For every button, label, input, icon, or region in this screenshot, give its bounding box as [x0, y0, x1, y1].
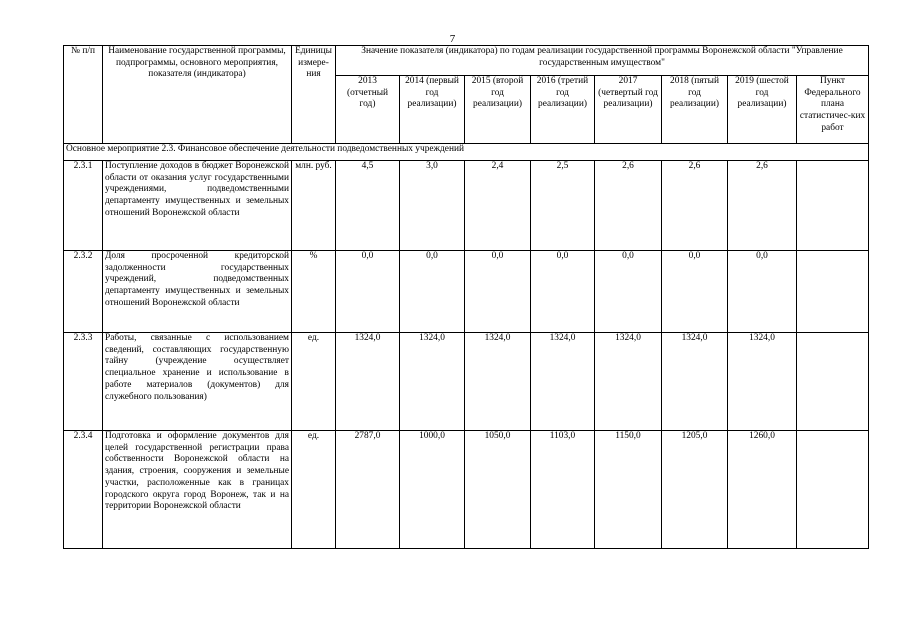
row-value-2013: 2787,0: [336, 431, 400, 549]
header-unit: Единицы измере-ния: [292, 46, 336, 144]
row-name: Доля просроченной кредиторской задолженности государственных учреждений, подведомственных департаменту имущественных и земельных отношений Воронежской области: [103, 251, 292, 333]
row-name: Поступление доходов в бюджет Воронежской области от оказания услуг государственными учреждениями, подведомственными департаменту имущественных и земельных отношений Воронежской области: [103, 161, 292, 251]
header-year-2018: 2018 (пятый год реализации): [662, 76, 728, 144]
row-unit: млн. руб.: [292, 161, 336, 251]
header-year-2015: 2015 (второй год реализации): [465, 76, 531, 144]
row-federal-plan: [797, 251, 869, 333]
table-row: [64, 431, 869, 549]
row-value-2017: 2,6: [595, 161, 662, 251]
header-name: Наименование государственной программы, подпрограммы, основного мероприятия, показателя (индикатора): [103, 46, 292, 144]
header-values-group: Значение показателя (индикатора) по годам реализации государственной программы Воронежской области "Управление государственным имуществом": [336, 46, 869, 76]
row-name: Работы, связанные с использованием сведений, составляющих государственную тайну (учреждение осуществляет специальное хранение и использование в работе материалов (документов) для служебного пользования): [103, 333, 292, 431]
row-unit: ед.: [292, 333, 336, 431]
header-year-2016: 2016 (третий год реализации): [531, 76, 595, 144]
header-num: № п/п: [64, 46, 103, 144]
table-row: [64, 161, 869, 251]
row-value-2018: 2,6: [662, 161, 728, 251]
row-value-2013: 1324,0: [336, 333, 400, 431]
table-row: [64, 333, 869, 431]
row-value-2018: 0,0: [662, 251, 728, 333]
row-value-2016: 1103,0: [531, 431, 595, 549]
row-value-2019: 2,6: [728, 161, 797, 251]
section-title: Основное мероприятие 2.3. Финансовое обеспечение деятельности подведомственных учреждений: [64, 144, 869, 161]
row-value-2017: 1324,0: [595, 333, 662, 431]
row-federal-plan: [797, 431, 869, 549]
header-year-2017: 2017 (четвертый год реализации): [595, 76, 662, 144]
row-value-2014: 3,0: [400, 161, 465, 251]
row-value-2014: 1000,0: [400, 431, 465, 549]
row-value-2013: 4,5: [336, 161, 400, 251]
row-value-2015: 2,4: [465, 161, 531, 251]
row-value-2018: 1324,0: [662, 333, 728, 431]
row-num: 2.3.3: [64, 333, 103, 431]
row-value-2015: 1324,0: [465, 333, 531, 431]
row-value-2016: 1324,0: [531, 333, 595, 431]
header-year-2013: 2013 (отчетный год): [336, 76, 400, 144]
row-value-2014: 0,0: [400, 251, 465, 333]
row-value-2016: 2,5: [531, 161, 595, 251]
row-value-2015: 0,0: [465, 251, 531, 333]
row-value-2019: 0,0: [728, 251, 797, 333]
row-num: 2.3.1: [64, 161, 103, 251]
row-name: Подготовка и оформление документов для целей государственной регистрации права собственности Воронежской области на здания, строения, сооружения и земельные участки, расположенные как в границах городского округа город Воронеж, так и на территории Воронежской области: [103, 431, 292, 549]
row-num: 2.3.2: [64, 251, 103, 333]
row-value-2017: 1150,0: [595, 431, 662, 549]
row-value-2019: 1260,0: [728, 431, 797, 549]
row-unit: ед.: [292, 431, 336, 549]
row-num: 2.3.4: [64, 431, 103, 549]
table-row: [64, 251, 869, 333]
row-value-2018: 1205,0: [662, 431, 728, 549]
row-value-2019: 1324,0: [728, 333, 797, 431]
header-federal-plan: Пункт Федерального плана статистичес-ких работ: [797, 76, 869, 144]
row-value-2016: 0,0: [531, 251, 595, 333]
row-federal-plan: [797, 161, 869, 251]
row-value-2015: 1050,0: [465, 431, 531, 549]
indicators-table: [63, 45, 869, 549]
row-value-2014: 1324,0: [400, 333, 465, 431]
header-year-2019: 2019 (шестой год реализации): [728, 76, 797, 144]
page-number: 7: [449, 33, 456, 45]
row-value-2017: 0,0: [595, 251, 662, 333]
row-value-2013: 0,0: [336, 251, 400, 333]
row-federal-plan: [797, 333, 869, 431]
header-year-2014: 2014 (первый год реализации): [400, 76, 465, 144]
row-unit: %: [292, 251, 336, 333]
